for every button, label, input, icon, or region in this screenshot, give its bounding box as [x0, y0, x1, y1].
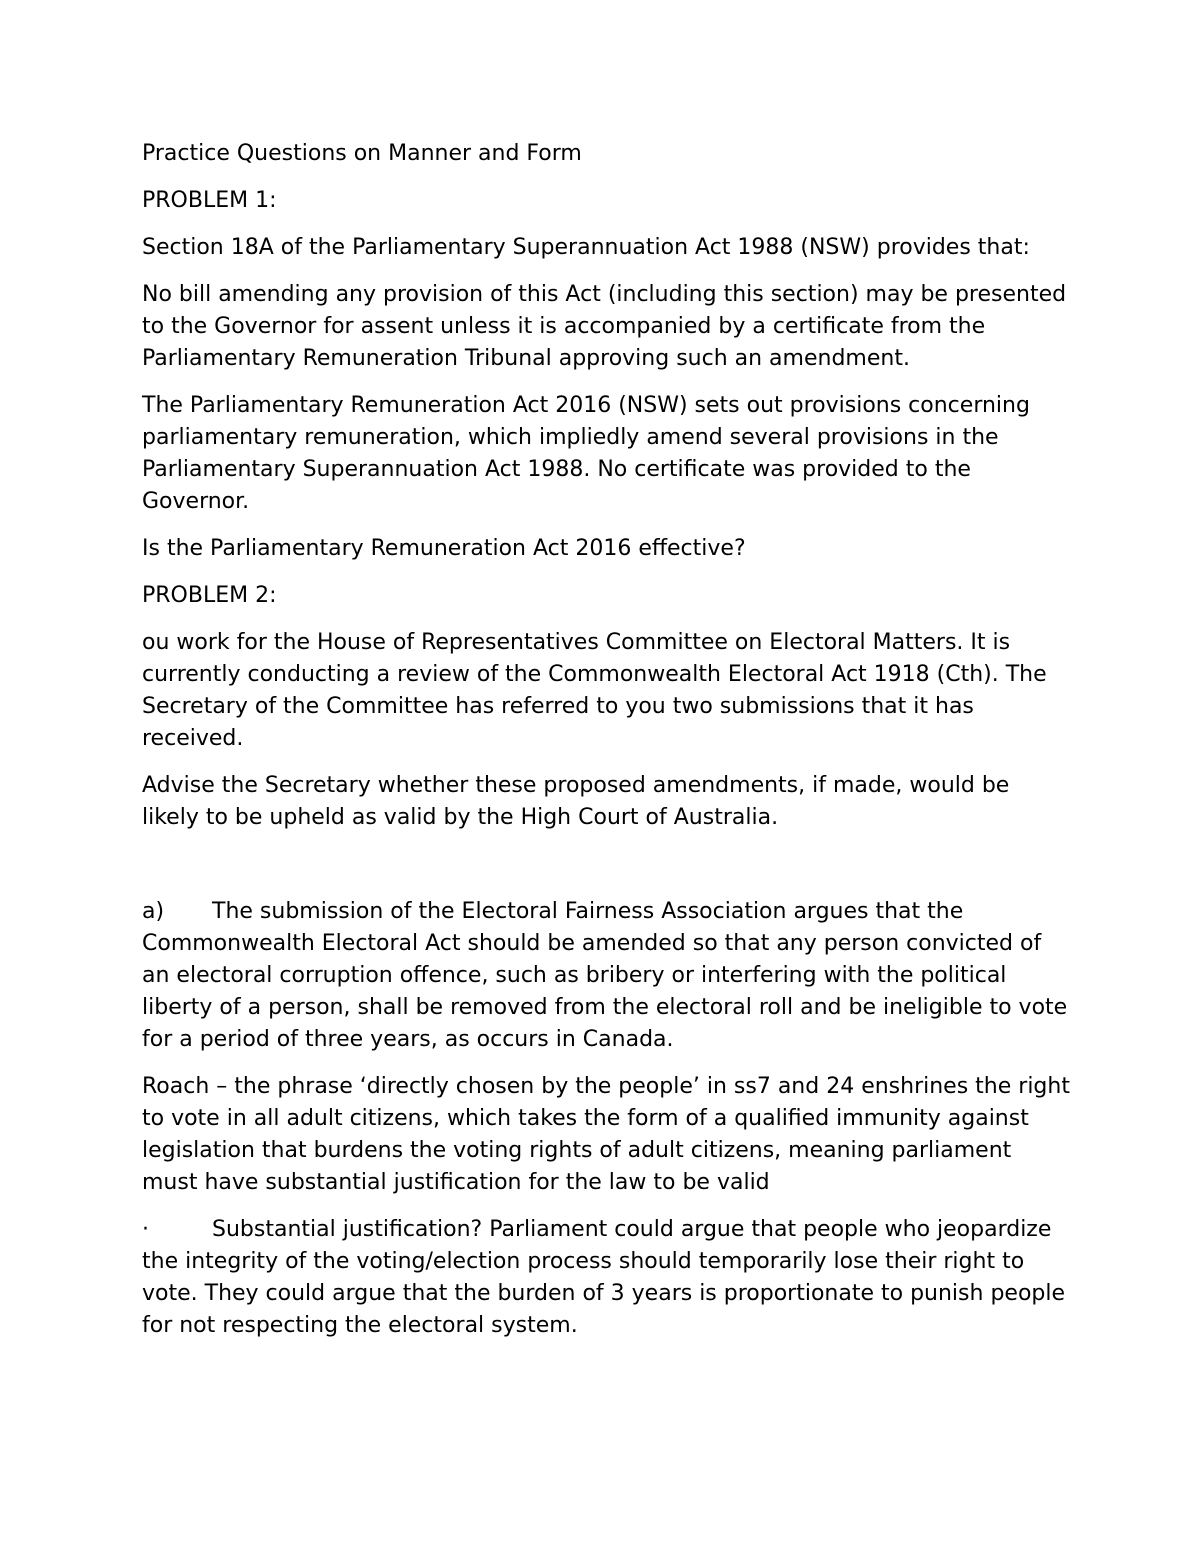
bullet-item [142, 1214, 1072, 1342]
problem-1-question: Is the Parliamentary Remuneration Act 2016 effective? [142, 536, 746, 561]
problem-1-facts: The Parliamentary Remuneration Act 2016 (NSW) sets out provisions concerning parliamentary remuneration, which impliedly amend several provisions in the Parliamentary Superannuation Act 1988. No certificate was provided to the Governor. [142, 393, 1030, 514]
item-a [142, 896, 1072, 1056]
bullet-symbol: · [142, 1217, 149, 1242]
problem-2-instruction: Advise the Secretary whether these proposed amendments, if made, would be likely to be upheld as valid by the High Court of Australia. [142, 773, 1010, 830]
problem-2-intro: ou work for the House of Representatives Committee on Electoral Matters. It is currently conducting a review of the Commonwealth Electoral Act 1918 (Cth). The Secretary of the Committee has referred to you two submissions that it has received. [142, 630, 1047, 751]
problem-1-intro: Section 18A of the Parliamentary Superannuation Act 1988 (NSW) provides that: [142, 235, 1030, 260]
bullet-text: Substantial justification? Parliament could argue that people who jeopardize the integrity of the voting/election process should temporarily lose their right to vote. They could argue that the burden of 3 years is proportionate to punish people for not respecting the electoral system. [142, 1217, 1066, 1338]
problem-1-heading: PROBLEM 1: [142, 188, 277, 213]
document-title: Practice Questions on Manner and Form [142, 141, 582, 166]
problem-2-heading: PROBLEM 2: [142, 583, 277, 608]
document-page [142, 138, 1072, 1357]
blank-line [142, 849, 1072, 896]
item-a-text: The submission of the Electoral Fairness Association argues that the Commonwealth Electoral Act should be amended so that any person convicted of an electoral corruption offence, such as bribery or interfering with the political liberty of a person, shall be removed from the electoral roll and be ineligible to vote for a period of three years, as occurs in Canada. [142, 899, 1068, 1052]
problem-1-quote: No bill amending any provision of this Act (including this section) may be presented to the Governor for assent unless it is accompanied by a certificate from the Parliamentary Remuneration Tribunal approving such an amendment. [142, 282, 1067, 371]
item-a-label: a) [142, 899, 165, 924]
roach-paragraph: Roach – the phrase ‘directly chosen by the people’ in ss7 and 24 enshrines the right to vote in all adult citizens, which takes the form of a qualified immunity against legislation that burdens the voting rights of adult citizens, meaning parliament must have substantial justification for the law to be valid [142, 1074, 1070, 1195]
